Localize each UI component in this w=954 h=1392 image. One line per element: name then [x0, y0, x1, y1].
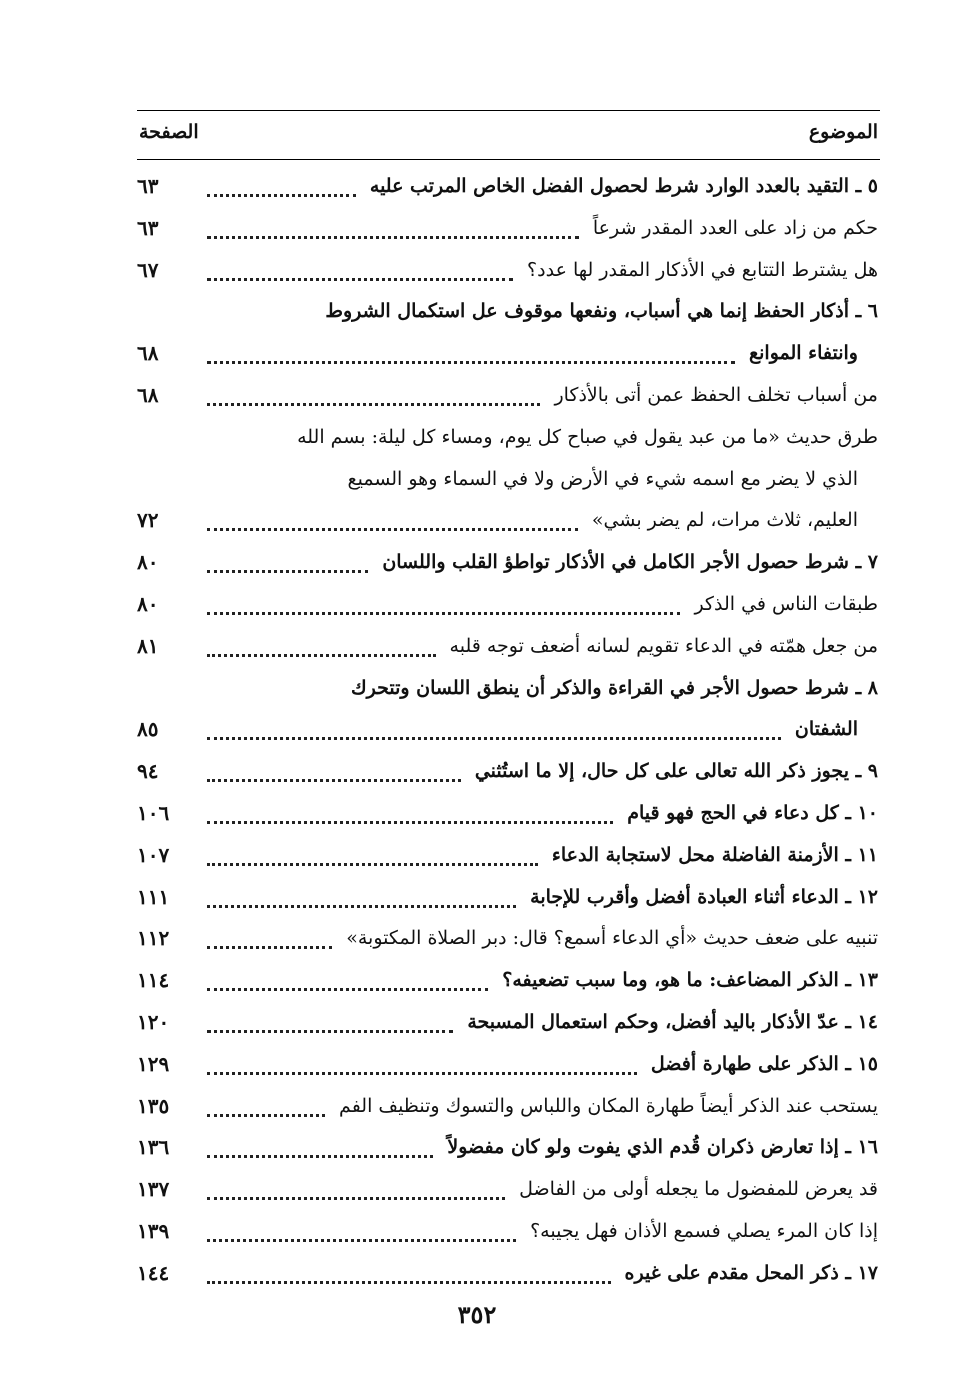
dot-leader [207, 278, 513, 281]
toc-entry [137, 1257, 880, 1297]
toc-entry-page: ٦٣ [137, 215, 159, 240]
dot-leader [207, 1030, 453, 1033]
toc-entry [137, 755, 880, 795]
toc-entry-page: ٨٥ [137, 717, 159, 742]
toc-entry [137, 839, 880, 879]
toc-entry-page: ٩٤ [137, 759, 159, 784]
toc-entry-title: تنبيه على ضعف حديث «أي الدعاء أسمع؟ قال: دبر الصلاة المكتوبة» [346, 927, 878, 950]
toc-entry [137, 1048, 880, 1088]
toc-entry-title: ٦ ـ أذكار الحفظ إنما هي أسباب، ونفعها موقوف عل استكمال الشروط [325, 300, 878, 323]
toc-entry-title: حكم من زاد على العدد المقدر شرعاً [592, 216, 878, 239]
dot-leader [207, 361, 735, 364]
toc-entry-page: ١٠٧ [137, 842, 170, 867]
toc-entry-title: العليم، ثلاث مرات، لم يضر بشي» [591, 509, 858, 532]
dot-leader [207, 403, 540, 406]
toc-entry [137, 170, 880, 210]
dot-leader [207, 570, 368, 573]
toc-entry-title: ١٢ ـ الدعاء أثناء العبادة أفضل وأقرب للإجابة [530, 885, 878, 908]
toc-entry-title: من أسباب تخلف الحفظ عمن أتى بالأذكار [554, 384, 878, 406]
toc-entry-page: ١٢٠ [137, 1010, 170, 1034]
toc-entry-page: ١١٢ [137, 926, 170, 951]
toc-entry [137, 964, 880, 1004]
dot-leader [207, 654, 436, 657]
dot-leader [207, 821, 613, 824]
toc-entry-title: قد يعرض للمفضول ما يجعله أولى من الفاضل [519, 1178, 878, 1201]
dot-leader [207, 1281, 611, 1284]
toc-entry-title: ١٦ ـ إذا تعارض ذكران قُدم الذي يفوت ولو كان مفضولاً [447, 1136, 878, 1159]
dot-leader [207, 528, 578, 531]
dot-leader [207, 194, 356, 197]
toc-entry-page: ١٣٦ [137, 1135, 170, 1160]
toc-entry [137, 797, 880, 837]
dot-leader [207, 779, 461, 782]
toc-entry [137, 379, 880, 419]
toc-entry [137, 672, 880, 712]
toc-entry [137, 421, 880, 461]
toc-entry [137, 504, 880, 544]
toc-entry [137, 212, 880, 252]
toc-entry-title: هل يشترط التتابع في الأذكار المقدر لها عدد؟ [527, 258, 878, 281]
dot-leader [207, 1239, 516, 1242]
dot-leader [207, 946, 332, 949]
toc-entry-page: ١٣٧ [137, 1177, 170, 1202]
toc-entry [137, 922, 880, 962]
toc-entry-title: وانتفاء الموانع [749, 342, 858, 365]
toc-entry [137, 295, 880, 335]
toc-entry-page: ١٤٤ [137, 1260, 170, 1285]
toc-entry-page: ١٠٦ [137, 801, 170, 825]
toc-entry [137, 630, 880, 670]
toc-entry-title: طبقات الناس في الذكر [694, 593, 878, 615]
page-column-label: الصفحة [139, 121, 199, 143]
toc-entry-title: طرق حديث «ما من عبد يقول في صباح كل يوم، ومساء كل ليلة: بسم الله [297, 425, 878, 448]
toc-entry-title: يستحب عند الذكر أيضاً طهارة المكان واللباس والتسوك وتنظيف الفم [339, 1094, 878, 1117]
toc-entry-title: الشفتان [794, 718, 858, 741]
dot-leader [207, 1114, 325, 1117]
toc-header [137, 110, 880, 160]
toc-entry-page: ٨١ [137, 633, 159, 658]
toc-entry [137, 254, 880, 294]
dot-leader [207, 905, 516, 908]
toc-entry [137, 1173, 880, 1213]
page-number: ٣٥٢ [457, 1300, 497, 1329]
toc-entry-title: إذا كان المرء يصلي فسمع الأذان فهل يجيبه؟ [530, 1220, 878, 1242]
dot-leader [207, 988, 488, 991]
dot-leader [207, 236, 579, 239]
toc-entry-page: ١١٤ [137, 968, 170, 993]
toc-entry [137, 546, 880, 586]
toc-entry-title: ١٠ ـ كل دعاء في الحج فهو قيام [627, 802, 878, 824]
toc-entry-title: ١٤ ـ عدّ الأذكار باليد أفضل، وحكم استعمال المسبحة [467, 1011, 878, 1033]
toc-entry-title: من جعل همّته في الدعاء تقويم لسانه أضعف توجه قلبه [449, 634, 878, 657]
toc-entry [137, 1215, 880, 1255]
toc-entry-page: ٦٨ [137, 383, 159, 407]
toc-entry-page: ٨٠ [137, 592, 159, 616]
dot-leader [207, 863, 538, 866]
toc-entry [137, 337, 880, 377]
toc-entry-title: ٧ ـ شرط حصول الأجر الكامل في الأذكار تواطؤ القلب واللسان [382, 551, 878, 574]
dot-leader [207, 737, 781, 740]
toc-entry-title: ١١ ـ الأزمنة الفاضلة محل لاستجابة الدعاء [551, 843, 878, 866]
toc-entry [137, 1006, 880, 1046]
toc-entry-title: ١٧ ـ ذكر المحل مقدم على غيره [624, 1261, 878, 1284]
toc-entry-title: ١٥ ـ الذكر على طهارة أفضل [650, 1052, 878, 1075]
toc-entry-page: ١١١ [137, 884, 170, 909]
toc-entry-page: ٦٣ [137, 174, 159, 198]
dot-leader [207, 1197, 505, 1200]
topic-column-label: الموضوع [808, 121, 878, 143]
toc-entry-title: ١٣ ـ الذكر المضاعف: ما هو، وما سبب تضعيفه؟ [502, 969, 878, 992]
toc-entry-title: الذي لا يضر مع اسمه شيء في الأرض ولا في السماء وهو السميع [347, 467, 858, 490]
toc-entry-page: ١٣٥ [137, 1093, 170, 1118]
toc-entry-page: ١٣٩ [137, 1219, 170, 1243]
toc-entry-title: ٥ ـ التقيد بالعدد الوارد شرط لحصول الفضل الخاص المرتب عليه [369, 175, 878, 197]
dot-leader [207, 1072, 637, 1075]
toc-entry [137, 881, 880, 921]
toc-entry [137, 713, 880, 753]
toc-entry [137, 463, 880, 503]
toc-entry-page: ٦٧ [137, 257, 159, 282]
toc-entry [137, 1090, 880, 1130]
toc-entry [137, 1131, 880, 1171]
toc-entry-page: ٨٠ [137, 550, 159, 575]
toc-entry-page: ١٢٩ [137, 1051, 170, 1076]
toc-entry [137, 588, 880, 628]
toc-entry-page: ٦٨ [137, 341, 159, 366]
dot-leader [207, 1155, 433, 1158]
toc-entry-title: ٩ ـ يجوز ذكر الله تعالى على كل حال، إلا ما استُثني [474, 760, 878, 783]
toc-entry-title: ٨ ـ شرط حصول الأجر في القراءة والذكر أن ينطق اللسان وتتحرك [350, 676, 878, 699]
toc-entry-page: ٧٢ [137, 508, 159, 533]
dot-leader [207, 612, 680, 615]
